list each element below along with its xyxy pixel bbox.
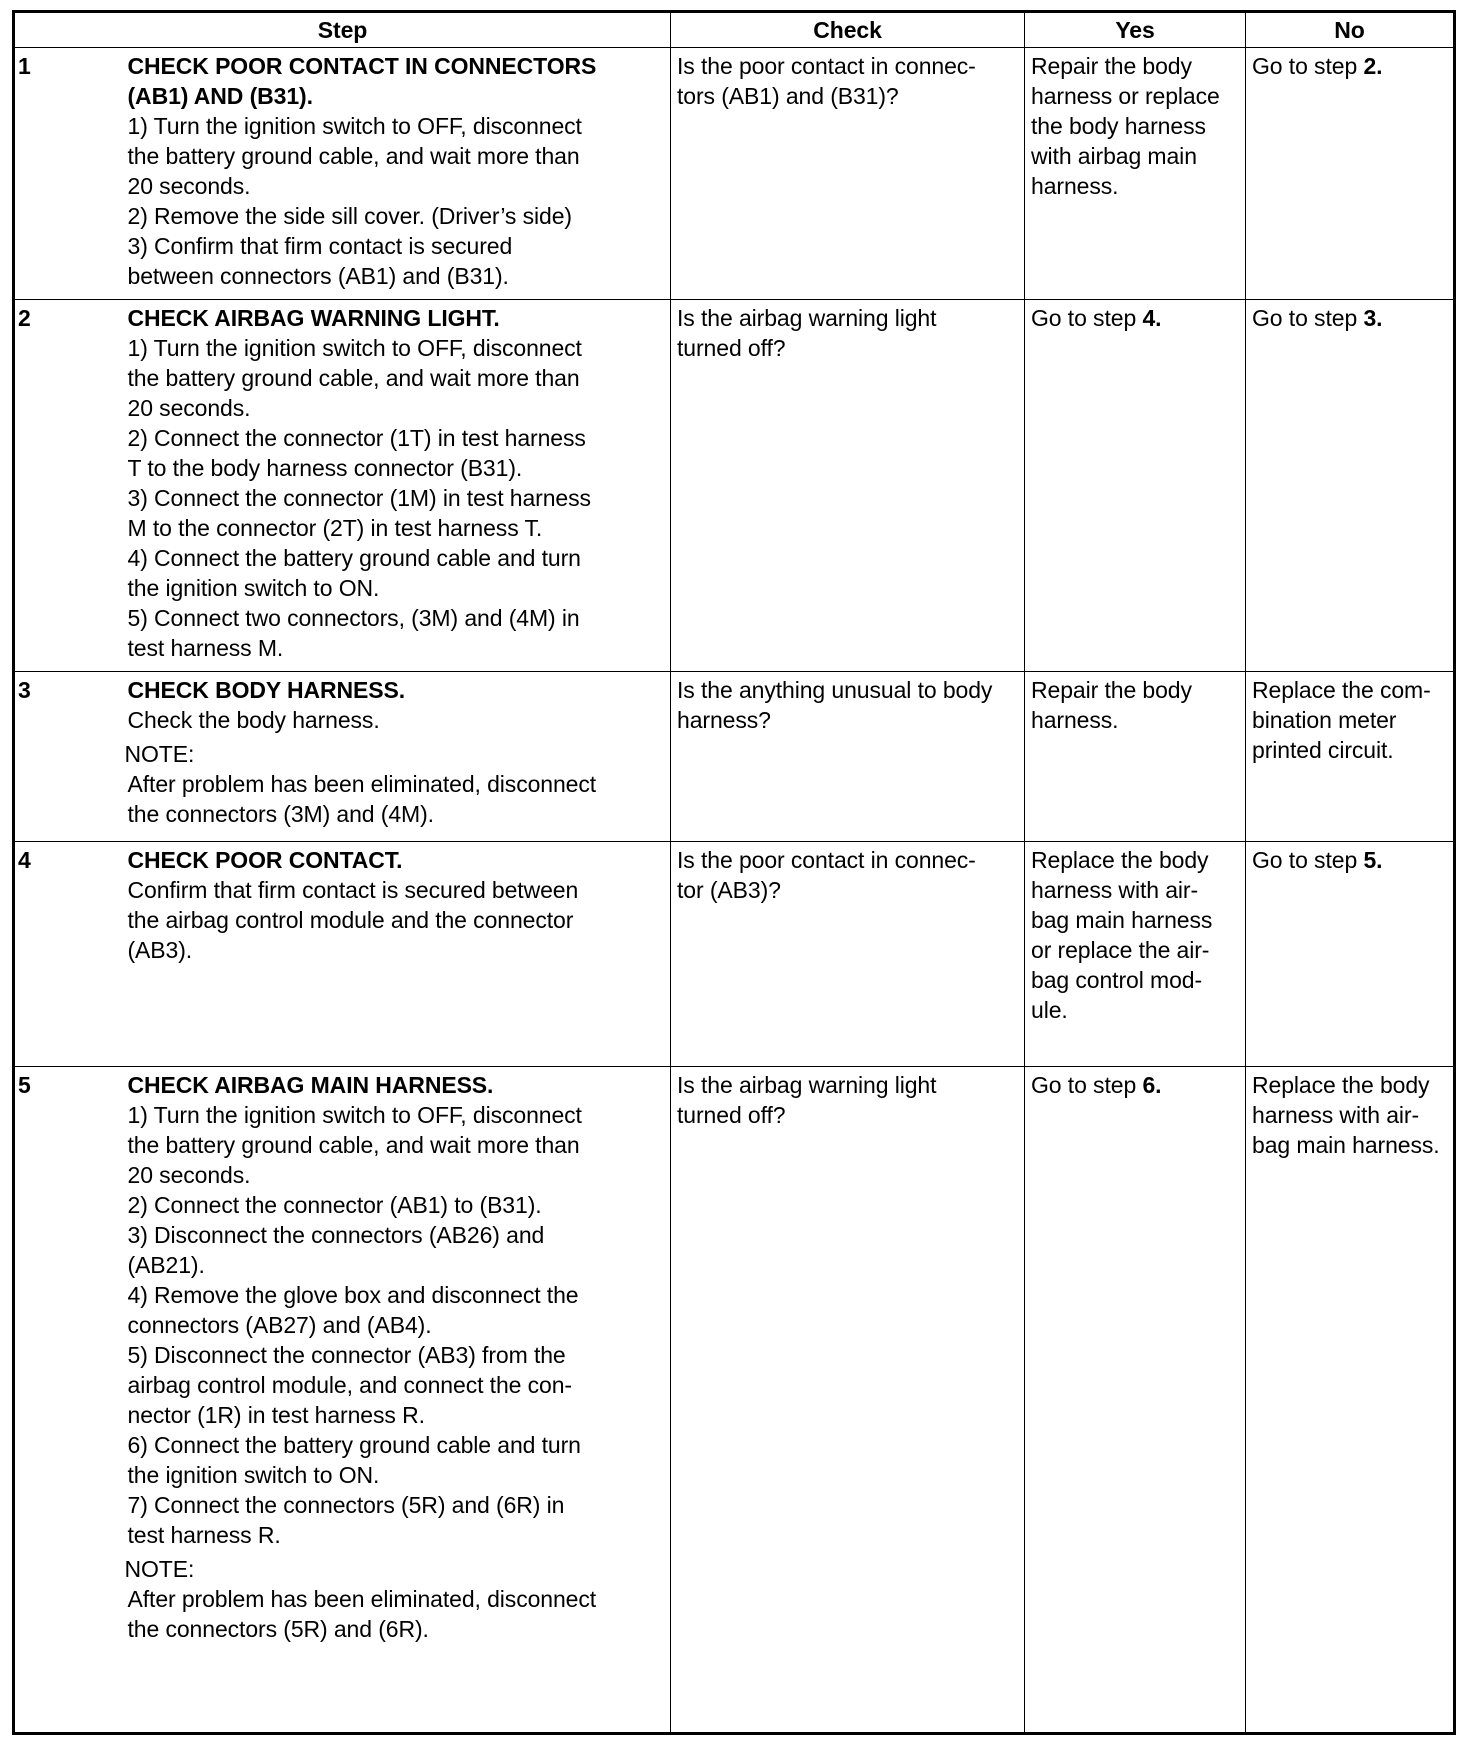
step-instruction: airbag control module, and connect the con-: [127, 1371, 572, 1398]
table-row: [14, 300, 1455, 672]
step-instruction: the airbag control module and the connector: [127, 906, 574, 933]
check-text: Is the airbag warning light: [677, 305, 937, 332]
step-instruction: Confirm that firm contact is secured between: [127, 876, 579, 903]
table-row: [14, 671, 1455, 841]
note-text: After problem has been eliminated, disconnect: [127, 770, 597, 797]
step-instruction: the ignition switch to ON.: [127, 1461, 380, 1488]
yes-text: Repair the body: [1031, 676, 1192, 703]
step-title: CHECK AIRBAG WARNING LIGHT.: [127, 305, 500, 332]
yes-text: bag control mod-: [1031, 966, 1203, 993]
check-cell: [671, 300, 1025, 672]
step-instruction: 2) Remove the side sill cover. (Driver’s side): [127, 203, 572, 229]
yes-text: harness with air-: [1031, 876, 1199, 903]
goto-step-number: 4.: [1142, 305, 1162, 332]
step-number: 2: [14, 300, 124, 672]
step-instruction: T to the body harness connector (B31).: [127, 455, 523, 482]
note-text: After problem has been eliminated, disconnect: [127, 1585, 597, 1612]
goto-prefix: Go to step: [1031, 1071, 1143, 1098]
table-row: [14, 841, 1455, 1066]
check-cell: [671, 671, 1025, 841]
table-body: [14, 48, 1455, 1734]
step-title: (AB1) AND (B31).: [127, 83, 313, 109]
no-text: harness with air-: [1252, 1101, 1420, 1128]
step-instruction: connectors (AB27) and (AB4).: [127, 1311, 432, 1338]
no-text: Replace the body: [1252, 1071, 1430, 1098]
step-number: 5: [14, 1066, 124, 1733]
step-instruction: test harness R.: [127, 1521, 281, 1548]
goto-step-number: 2.: [1363, 53, 1383, 79]
goto-prefix: Go to step: [1252, 846, 1364, 873]
yes-cell: [1025, 841, 1246, 1066]
step-instruction: 20 seconds.: [127, 395, 251, 422]
step-instruction: 20 seconds.: [127, 173, 251, 199]
step-instruction: nector (1R) in test harness R.: [127, 1401, 425, 1428]
step-instruction: 5) Connect two connectors, (3M) and (4M) in: [127, 605, 580, 632]
step-instruction: 3) Confirm that firm contact is secured: [127, 233, 513, 259]
check-text: Is the poor contact in connec-: [677, 846, 976, 873]
step-description: [124, 1066, 671, 1733]
check-text: Is the poor contact in connec-: [677, 53, 976, 79]
header-no: No: [1246, 12, 1455, 48]
step-description: [124, 48, 671, 300]
step-instruction: 1) Turn the ignition switch to OFF, disconnect: [127, 113, 582, 139]
goto-step-number: 6.: [1142, 1071, 1162, 1098]
check-text: tors (AB1) and (B31)?: [677, 83, 899, 109]
check-text: Is the airbag warning light: [677, 1071, 937, 1098]
step-title: CHECK AIRBAG MAIN HARNESS.: [127, 1071, 494, 1098]
step-instruction: (AB21).: [127, 1251, 205, 1278]
step-title: CHECK POOR CONTACT.: [127, 846, 403, 873]
step-instruction: 2) Connect the connector (AB1) to (B31).: [127, 1191, 542, 1218]
step-title: CHECK POOR CONTACT IN CONNECTORS: [127, 53, 597, 79]
step-instruction: test harness M.: [127, 635, 284, 662]
step-instruction: the ignition switch to ON.: [127, 575, 380, 602]
note-text: the connectors (3M) and (4M).: [127, 800, 434, 827]
goto-prefix: Go to step: [1031, 305, 1143, 332]
check-cell: [671, 1066, 1025, 1733]
goto-step: [1031, 303, 1239, 333]
step-instruction: M to the connector (2T) in test harness T.: [127, 515, 543, 542]
check-text: tor (AB3)?: [677, 876, 781, 903]
note-label: NOTE:: [124, 1555, 195, 1582]
no-text: bination meter: [1252, 706, 1397, 733]
header-row: [14, 12, 1455, 48]
no-text: bag main harness.: [1252, 1131, 1440, 1158]
step-instruction: Check the body harness.: [127, 706, 380, 733]
yes-text: harness.: [1031, 706, 1119, 733]
no-cell: [1246, 841, 1455, 1066]
yes-text: Repair the body: [1031, 53, 1192, 79]
step-description: [124, 300, 671, 672]
no-text: printed circuit.: [1252, 736, 1394, 763]
goto-step: [1252, 845, 1447, 875]
goto-step: [1252, 303, 1447, 333]
step-instruction: 6) Connect the battery ground cable and turn: [127, 1431, 581, 1458]
yes-text: bag main harness: [1031, 906, 1213, 933]
step-description: [124, 841, 671, 1066]
step-instruction: 1) Turn the ignition switch to OFF, disconnect: [127, 1101, 582, 1128]
header-check: Check: [671, 12, 1025, 48]
step-instruction: 1) Turn the ignition switch to OFF, disconnect: [127, 335, 582, 362]
diagnostic-table: [12, 10, 1456, 1735]
step-instruction: (AB3).: [127, 936, 193, 963]
table-row: [14, 1066, 1455, 1733]
step-instruction: 2) Connect the connector (1T) in test harness: [127, 425, 586, 452]
goto-step: [1031, 1070, 1239, 1100]
step-instruction: 4) Connect the battery ground cable and turn: [127, 545, 581, 572]
step-description: [124, 671, 671, 841]
goto-prefix: Go to step: [1252, 305, 1364, 332]
goto-step-number: 5.: [1363, 846, 1383, 873]
no-cell: [1246, 671, 1455, 841]
yes-cell: [1025, 671, 1246, 841]
yes-text: harness or replace: [1031, 83, 1220, 109]
step-instruction: between connectors (AB1) and (B31).: [127, 263, 509, 289]
yes-text: harness.: [1031, 173, 1119, 199]
step-instruction: 3) Disconnect the connectors (AB26) and: [127, 1221, 545, 1248]
no-cell: [1246, 300, 1455, 672]
step-instruction: 4) Remove the glove box and disconnect the: [127, 1281, 579, 1308]
step-instruction: 3) Connect the connector (1M) in test harness: [127, 485, 591, 512]
header-yes: Yes: [1025, 12, 1246, 48]
header-step: Step: [14, 12, 671, 48]
yes-text: the body harness: [1031, 113, 1206, 139]
check-text: turned off?: [677, 1101, 786, 1128]
goto-step-number: 3.: [1363, 305, 1383, 332]
yes-cell: [1025, 48, 1246, 300]
step-instruction: 20 seconds.: [127, 1161, 251, 1188]
step-instruction: the battery ground cable, and wait more than: [127, 1131, 580, 1158]
no-text: Replace the com-: [1252, 676, 1431, 703]
step-instruction: 7) Connect the connectors (5R) and (6R) in: [127, 1491, 565, 1518]
yes-text: Replace the body: [1031, 846, 1209, 873]
step-title: CHECK BODY HARNESS.: [127, 676, 406, 703]
yes-cell: [1025, 300, 1246, 672]
step-number: 4: [14, 841, 124, 1066]
check-cell: [671, 841, 1025, 1066]
check-text: turned off?: [677, 335, 786, 362]
step-instruction: 5) Disconnect the connector (AB3) from the: [127, 1341, 566, 1368]
no-cell: [1246, 48, 1455, 300]
step-instruction: the battery ground cable, and wait more than: [127, 365, 580, 392]
table-row: [14, 48, 1455, 300]
goto-step: [1252, 51, 1447, 81]
step-instruction: the battery ground cable, and wait more than: [127, 143, 580, 169]
no-cell: [1246, 1066, 1455, 1733]
step-number: 3: [14, 671, 124, 841]
check-text: Is the anything unusual to body: [677, 676, 993, 703]
goto-prefix: Go to step: [1252, 53, 1364, 79]
yes-text: ule.: [1031, 996, 1068, 1023]
check-text: harness?: [677, 706, 771, 733]
check-cell: [671, 48, 1025, 300]
note-text: the connectors (5R) and (6R).: [127, 1615, 429, 1642]
note-label: NOTE:: [124, 740, 195, 767]
yes-cell: [1025, 1066, 1246, 1733]
yes-text: or replace the air-: [1031, 936, 1210, 963]
step-number: 1: [14, 48, 124, 300]
yes-text: with airbag main: [1031, 143, 1197, 169]
